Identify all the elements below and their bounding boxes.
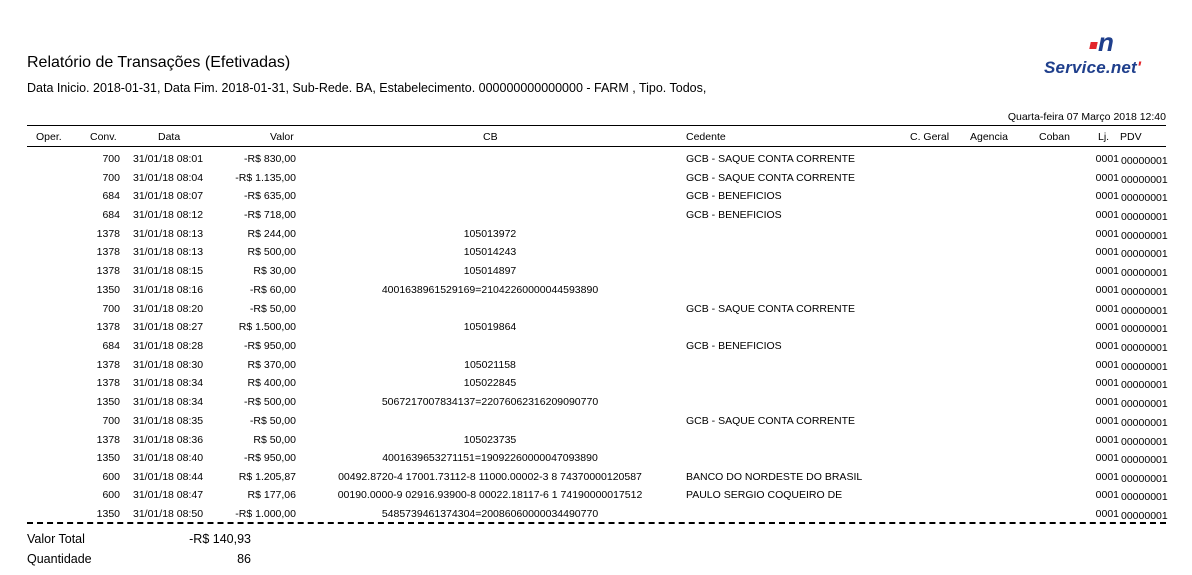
cell-cb: 105023735: [463, 434, 517, 446]
cell-data: 31/01/18 08:40: [133, 452, 204, 464]
cell-cb: 4001639653271151=19092260000047093890: [382, 452, 598, 464]
service-net-logo: [1040, 28, 1165, 80]
cell-cedente: BANCO DO NORDESTE DO BRASIL: [686, 471, 863, 483]
cell-pdv: 00000001: [1121, 436, 1168, 448]
cell-data: 31/01/18 08:13: [133, 246, 204, 258]
cell-data: 31/01/18 08:34: [133, 396, 204, 408]
cell-valor: -R$ 50,00: [249, 303, 296, 315]
cell-pdv: 00000001: [1121, 417, 1168, 429]
cell-cb: 5067217007834137=22076062316209090770: [381, 396, 599, 408]
col-coban: Coban: [1039, 131, 1070, 143]
cell-lj: 0001: [1095, 452, 1119, 464]
header-top-rule: [27, 125, 1166, 126]
cell-cedente: PAULO SERGIO COQUEIRO DE: [686, 489, 843, 501]
cell-conv: 1350: [96, 508, 120, 520]
total-label: Valor Total: [27, 532, 85, 546]
cell-pdv: 00000001: [1121, 342, 1168, 354]
cell-conv: 684: [102, 209, 120, 221]
cell-valor: -R$ 950,00: [244, 340, 296, 352]
cell-lj: 0001: [1095, 321, 1119, 333]
cell-pdv: 00000001: [1121, 248, 1168, 260]
cell-lj: 0001: [1095, 340, 1119, 352]
cell-conv: 600: [102, 471, 120, 483]
cell-pdv: 00000001: [1121, 361, 1168, 373]
cell-data: 31/01/18 08:04: [133, 172, 204, 184]
col-cb: CB: [483, 131, 498, 143]
cell-cb: 105014243: [463, 246, 517, 258]
cell-conv: 1378: [96, 377, 120, 389]
cell-data: 31/01/18 08:01: [133, 153, 204, 165]
cell-valor: -R$ 635,00: [244, 190, 296, 202]
cell-cb: 105013972: [463, 228, 517, 240]
cell-data: 31/01/18 08:15: [133, 265, 204, 277]
cell-cb: 00190.0000-9 02916.93900-8 00022.18117-6 1 74190000017512: [337, 489, 643, 501]
cell-cb: 00492.8720-4 17001.73112-8 11000.00002-3 8 74370000120587: [338, 471, 642, 483]
cell-lj: 0001: [1095, 246, 1119, 258]
cell-data: 31/01/18 08:44: [133, 471, 204, 483]
cell-lj: 0001: [1095, 471, 1119, 483]
cell-conv: 700: [102, 153, 120, 165]
cell-cb: 5485739461374304=20086060000034490770: [381, 508, 599, 520]
quantity-value: 86: [237, 552, 251, 566]
cell-cb: 105022845: [463, 377, 517, 389]
cell-valor: R$ 50,00: [253, 434, 296, 446]
cell-data: 31/01/18 08:30: [133, 359, 204, 371]
cell-valor: R$ 400,00: [247, 377, 296, 389]
cell-lj: 0001: [1095, 209, 1119, 221]
cell-pdv: 00000001: [1121, 155, 1168, 167]
cell-pdv: 00000001: [1121, 267, 1168, 279]
cell-cb: 105021158: [464, 359, 516, 371]
cell-valor: -R$ 950,00: [244, 452, 296, 464]
logo-text: Service.net': [1044, 58, 1142, 77]
cell-conv: 1378: [96, 359, 120, 371]
cell-cb: 105019864: [463, 321, 517, 333]
cell-conv: 1378: [96, 321, 120, 333]
cell-lj: 0001: [1095, 172, 1119, 184]
cell-valor: R$ 370,00: [247, 359, 296, 371]
cell-conv: 600: [102, 489, 120, 501]
cell-valor: -R$ 50,00: [249, 415, 296, 427]
cell-pdv: 00000001: [1121, 286, 1168, 298]
cell-pdv: 00000001: [1121, 510, 1168, 522]
col-pdv: PDV: [1120, 131, 1142, 143]
col-cedente: Cedente: [686, 131, 726, 143]
cell-cedente: GCB - BENEFICIOS: [686, 340, 782, 352]
cell-cedente: GCB - BENEFICIOS: [686, 190, 782, 202]
cell-valor: -R$ 830,00: [244, 153, 296, 165]
cell-cedente: GCB - BENEFICIOS: [686, 209, 782, 221]
cell-lj: 0001: [1095, 265, 1119, 277]
col-oper: Oper.: [36, 131, 62, 143]
cell-lj: 0001: [1095, 434, 1119, 446]
cell-data: 31/01/18 08:16: [133, 284, 204, 296]
cell-valor: -R$ 60,00: [249, 284, 296, 296]
cell-valor: -R$ 718,00: [244, 209, 296, 221]
cell-data: 31/01/18 08:07: [133, 190, 204, 202]
header-bottom-rule: [27, 146, 1166, 147]
cell-cedente: GCB - SAQUE CONTA CORRENTE: [686, 172, 855, 184]
cell-pdv: 00000001: [1121, 192, 1168, 204]
col-valor: Valor: [270, 131, 294, 143]
cell-valor: R$ 1.500,00: [238, 321, 296, 333]
cell-lj: 0001: [1095, 396, 1119, 408]
logo-mark: n: [1098, 27, 1114, 57]
cell-lj: 0001: [1095, 190, 1119, 202]
cell-cb: 4001638961529169=21042260000044593890: [381, 284, 599, 296]
cell-pdv: 00000001: [1121, 323, 1168, 335]
cell-conv: 684: [102, 340, 120, 352]
cell-valor: -R$ 500,00: [244, 396, 296, 408]
logo-dot-icon: [1089, 42, 1097, 49]
cell-pdv: 00000001: [1121, 379, 1168, 391]
cell-cb: 105014897: [463, 265, 517, 277]
col-cgeral: C. Geral: [910, 131, 950, 143]
cell-conv: 700: [102, 303, 120, 315]
report-filters: Data Inicio. 2018-01-31, Data Fim. 2018-01-31, Sub-Rede. BA, Estabelecimento. 000000000000000 - FARM , Tipo. Todos,: [27, 81, 707, 95]
cell-valor: R$ 500,00: [247, 246, 296, 258]
col-conv: Conv.: [90, 131, 117, 143]
cell-lj: 0001: [1095, 303, 1119, 315]
report-datetime: Quarta-feira 07 Março 2018 12:40: [1007, 111, 1166, 123]
cell-pdv: 00000001: [1121, 211, 1168, 223]
cell-data: 31/01/18 08:34: [133, 377, 204, 389]
cell-conv: 684: [102, 190, 120, 202]
cell-lj: 0001: [1095, 359, 1119, 371]
cell-data: 31/01/18 08:13: [133, 228, 204, 240]
quantity-label: Quantidade: [27, 552, 92, 566]
total-value: -R$ 140,93: [189, 532, 251, 546]
cell-lj: 0001: [1095, 489, 1119, 501]
cell-lj: 0001: [1095, 284, 1119, 296]
cell-conv: 1350: [96, 396, 120, 408]
cell-pdv: 00000001: [1121, 174, 1168, 186]
col-lj: Lj.: [1098, 131, 1110, 143]
cell-lj: 0001: [1095, 377, 1119, 389]
cell-conv: 1350: [96, 284, 120, 296]
report-title: Relatório de Transações (Efetivadas): [27, 54, 291, 71]
col-agencia: Agencia: [970, 131, 1008, 143]
cell-data: 31/01/18 08:36: [133, 434, 204, 446]
cell-data: 31/01/18 08:28: [133, 340, 204, 352]
totals-separator: [27, 522, 1166, 524]
cell-lj: 0001: [1095, 228, 1119, 240]
cell-valor: R$ 30,00: [253, 265, 296, 277]
cell-pdv: 00000001: [1121, 398, 1168, 410]
cell-data: 31/01/18 08:12: [133, 209, 204, 221]
cell-valor: -R$ 1.135,00: [235, 172, 296, 184]
cell-conv: 1378: [96, 246, 120, 258]
cell-pdv: 00000001: [1121, 491, 1168, 503]
cell-conv: 1378: [96, 228, 120, 240]
cell-data: 31/01/18 08:47: [133, 489, 204, 501]
cell-cedente: GCB - SAQUE CONTA CORRENTE: [686, 415, 855, 427]
cell-conv: 1350: [96, 452, 120, 464]
cell-valor: R$ 244,00: [247, 228, 296, 240]
cell-pdv: 00000001: [1121, 230, 1168, 242]
cell-pdv: 00000001: [1121, 473, 1168, 485]
cell-valor: -R$ 1.000,00: [235, 508, 296, 520]
cell-data: 31/01/18 08:35: [133, 415, 204, 427]
cell-valor: R$ 177,06: [247, 489, 296, 501]
cell-conv: 1378: [96, 434, 120, 446]
cell-cedente: GCB - SAQUE CONTA CORRENTE: [686, 153, 855, 165]
cell-data: 31/01/18 08:27: [133, 321, 204, 333]
cell-lj: 0001: [1095, 508, 1119, 520]
cell-data: 31/01/18 08:20: [133, 303, 204, 315]
cell-data: 31/01/18 08:50: [133, 508, 204, 520]
cell-conv: 700: [102, 415, 120, 427]
cell-lj: 0001: [1095, 415, 1119, 427]
cell-conv: 700: [102, 172, 120, 184]
col-data: Data: [158, 131, 181, 143]
cell-pdv: 00000001: [1121, 454, 1168, 466]
cell-valor: R$ 1.205,87: [238, 471, 296, 483]
cell-pdv: 00000001: [1121, 305, 1168, 317]
cell-cedente: GCB - SAQUE CONTA CORRENTE: [686, 303, 855, 315]
cell-conv: 1378: [96, 265, 120, 277]
cell-lj: 0001: [1095, 153, 1119, 165]
